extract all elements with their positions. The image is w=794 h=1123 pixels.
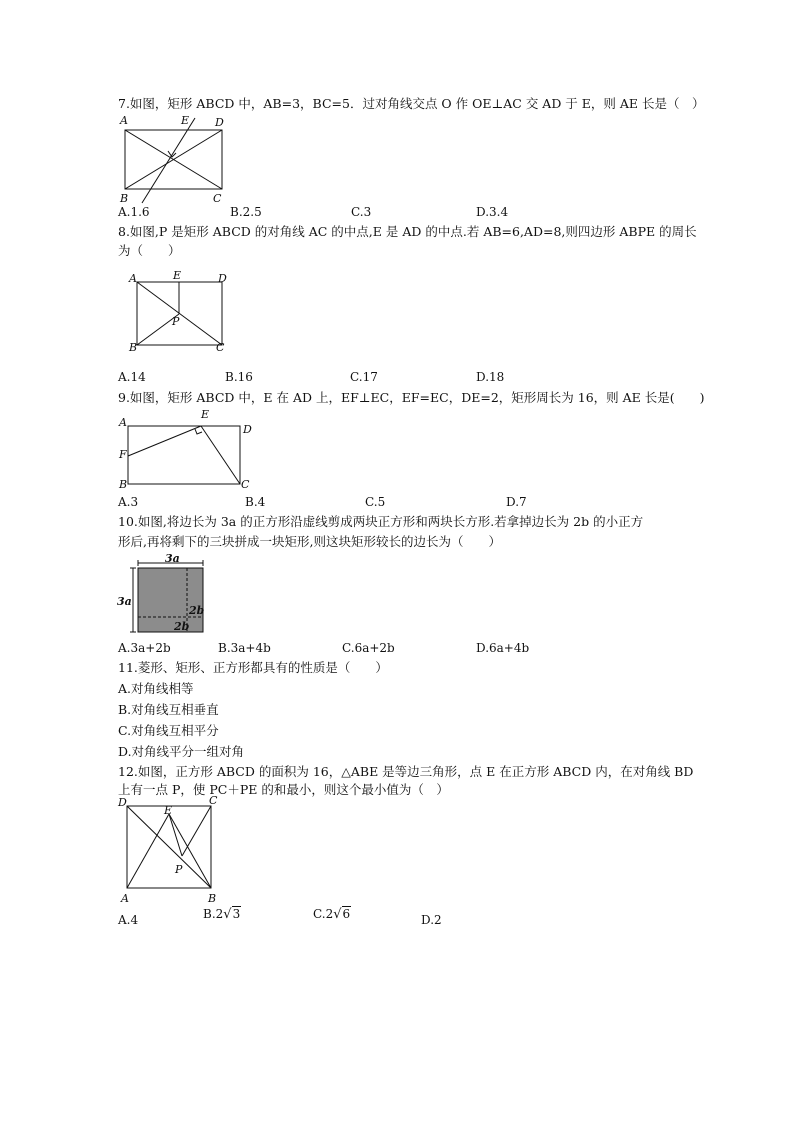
label-A: A (119, 416, 127, 429)
label-E: E (173, 269, 182, 282)
label-bottom-2b: 2b (174, 620, 190, 633)
question-8-stem-line1: 8.如图,P 是矩形 ABCD 的对角线 AC 的中点,E 是 AD 的中点.若 AB=6,AD=8,则四边形 ABPE 的周长 (118, 224, 697, 239)
option-b: B.2.5 (230, 205, 262, 219)
label-B: B (119, 478, 128, 491)
option-d: D.2 (421, 913, 442, 927)
question-11-option-d: D.对角线平分一组对角 (118, 744, 245, 759)
radical (333, 906, 351, 923)
option-b: B.16 (225, 370, 253, 384)
question-9-figure (117, 408, 257, 490)
option-c-prefix: C.2 (313, 907, 334, 921)
label-B: B (129, 341, 138, 354)
question-7-figure (115, 114, 235, 206)
option-d: D.6a+4b (476, 641, 530, 655)
option-a: A.1.6 (118, 205, 150, 219)
label-A: A (121, 892, 129, 905)
label-right-2b: 2b (189, 604, 205, 617)
question-12-figure (116, 794, 226, 908)
label-P: P (175, 863, 183, 876)
label-D: D (118, 796, 127, 809)
label-D: D (215, 116, 224, 129)
option-c: C.17 (350, 370, 378, 384)
question-10-figure (117, 554, 217, 636)
label-P: P (172, 315, 180, 328)
label-E: E (164, 804, 173, 817)
question-9-stem: 9.如图，矩形 ABCD 中，E 在 AD 上，EF⊥EC，EF=EC，DE=2，矩形周长为 16，则 AE 长是( ) (118, 390, 705, 405)
option-c: C.6a+2b (342, 641, 395, 655)
option-c (313, 906, 351, 923)
question-12-stem-line2: 上有一点 P，使 PC＋PE 的和最小，则这个最小值为（ ） (118, 782, 449, 797)
label-C: C (216, 341, 225, 354)
label-left-3a: 3a (117, 595, 132, 608)
label-C: C (209, 794, 218, 807)
option-c: C.3 (351, 205, 372, 219)
question-10-stem-line1: 10.如图,将边长为 3a 的正方形沿虚线剪成两块正方形和两块长方形.若拿掉边长为 2b 的小正方 (118, 514, 644, 529)
question-8-stem-line2: 为（ ） (118, 243, 181, 258)
label-D: D (243, 423, 252, 436)
question-7-stem: 7.如图，矩形 ABCD 中，AB=3，BC=5．过对角线交点 O 作 OE⊥AC 交 AD 于 E，则 AE 长是（ ） (118, 96, 705, 111)
option-a: A.3 (118, 495, 139, 509)
radical-sign: √ (223, 907, 232, 922)
option-d: D.7 (506, 495, 527, 509)
option-b: B.3a+4b (218, 641, 271, 655)
radicand: 3 (232, 907, 241, 921)
option-c: C.5 (365, 495, 386, 509)
question-10-stem-line2: 形后,再将剩下的三块拼成一块矩形,则这块矩形较长的边长为（ ） (118, 534, 501, 549)
question-11-option-a: A.对角线相等 (118, 681, 194, 696)
label-A: A (129, 272, 137, 285)
label-D: D (218, 272, 227, 285)
radical (223, 906, 241, 923)
option-b-prefix: B.2 (203, 907, 224, 921)
option-d: D.3.4 (476, 205, 509, 219)
radical-sign: √ (333, 907, 342, 922)
label-F: F (119, 448, 127, 461)
question-11-stem: 11.菱形、矩形、正方形都具有的性质是（ ） (118, 660, 388, 675)
option-d: D.18 (476, 370, 505, 384)
question-8-figure (125, 269, 235, 354)
question-11-option-c: C.对角线互相平分 (118, 723, 219, 738)
option-b: B.4 (245, 495, 266, 509)
label-E: E (201, 408, 210, 421)
option-b (203, 906, 241, 923)
label-E: E (181, 114, 190, 127)
label-top-3a: 3a (165, 552, 180, 565)
question-11-option-b: B.对角线互相垂直 (118, 702, 219, 717)
label-B: B (120, 192, 129, 205)
option-a: A.3a+2b (118, 641, 171, 655)
radicand: 6 (342, 907, 351, 921)
question-12-stem-line1: 12.如图，正方形 ABCD 的面积为 16，△ABE 是等边三角形，点 E 在正方形 ABCD 内，在对角线 BD (118, 764, 694, 779)
option-a: A.14 (118, 370, 146, 384)
option-a: A.4 (118, 913, 139, 927)
label-C: C (213, 192, 222, 205)
label-C: C (241, 478, 250, 491)
label-A: A (120, 114, 128, 127)
label-B: B (208, 892, 217, 905)
